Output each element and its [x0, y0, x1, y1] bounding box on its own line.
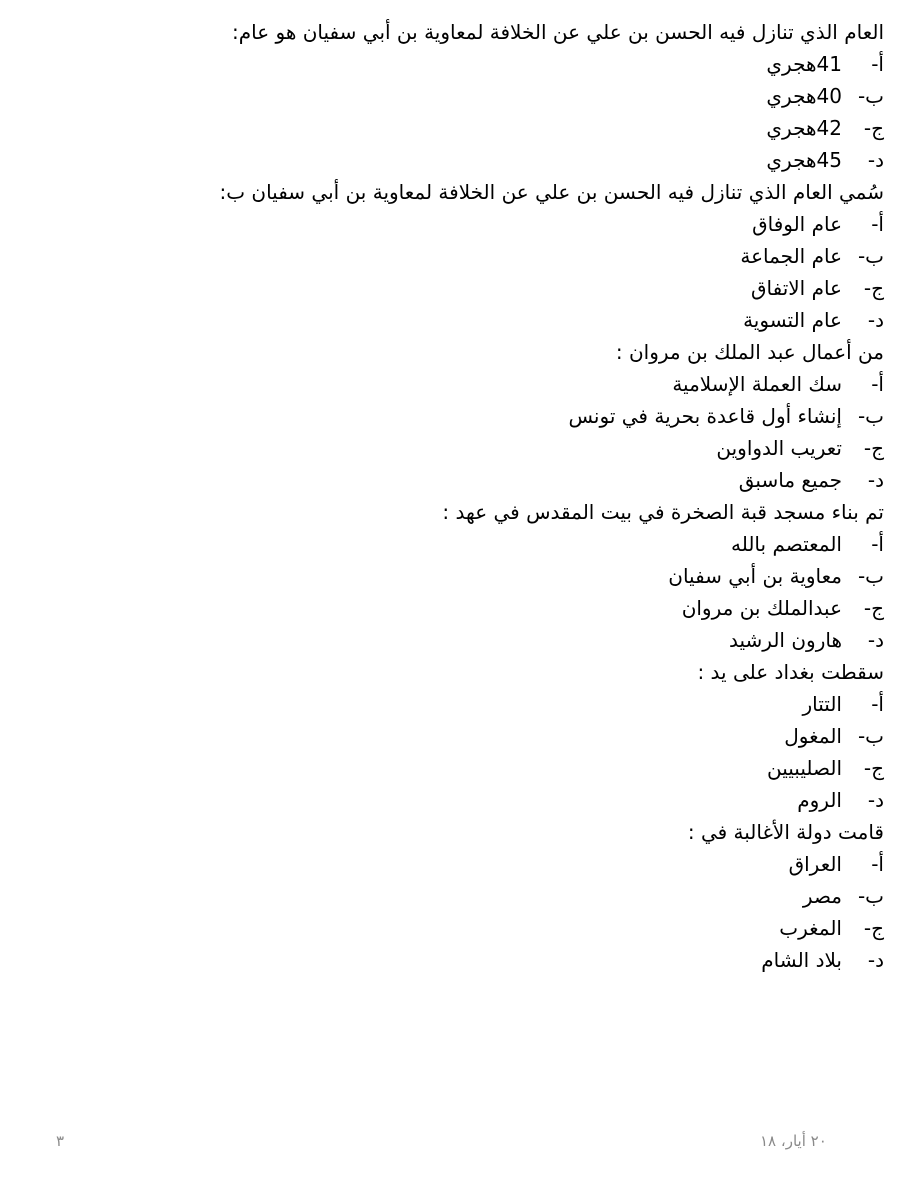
question-text: قامت دولة الأغالبة في : [687, 820, 884, 844]
option-marker: د- [867, 948, 884, 972]
option-text: سك العملة الإسلامية [672, 372, 842, 396]
answer-option [184, 240, 884, 272]
answer-option [184, 528, 884, 560]
option-marker: د- [867, 468, 884, 492]
option-text: عبدالملك بن مروان [681, 596, 842, 620]
option-text: الروم [797, 788, 842, 812]
option-text: عام الوفاق [752, 212, 842, 236]
option-text: عام الاتفاق [750, 276, 842, 300]
footer-page-number: ٣ [56, 1132, 65, 1150]
question-text: من أعمال عبد الملك بن مروان : [615, 340, 884, 364]
answer-option [184, 784, 884, 816]
option-text: إنشاء أول قاعدة بحرية في تونس [568, 404, 842, 428]
option-marker: أ- [871, 372, 884, 396]
option-text: التتار [802, 692, 842, 716]
option-text: الصليبيين [767, 756, 842, 780]
option-text: جميع ماسبق [738, 468, 842, 492]
answer-option [184, 720, 884, 752]
answer-option [184, 624, 884, 656]
answer-option [184, 912, 884, 944]
option-marker: ب- [857, 244, 884, 268]
option-text: المغرب [779, 916, 842, 940]
option-marker: أ- [871, 52, 884, 76]
question-text: تم بناء مسجد قبة الصخرة في بيت المقدس في عهد : [442, 500, 884, 524]
quiz-content [184, 16, 884, 976]
answer-option [184, 48, 884, 80]
answer-option [184, 400, 884, 432]
option-marker: د- [867, 788, 884, 812]
answer-option [184, 80, 884, 112]
answer-option [184, 944, 884, 976]
option-marker: ج- [863, 116, 884, 140]
option-marker: ج- [863, 596, 884, 620]
option-marker: ب- [857, 884, 884, 908]
option-marker: د- [867, 628, 884, 652]
question-text: العام الذي تنازل فيه الحسن بن علي عن الخلافة لمعاوية بن أبي سفيان هو عام: [231, 20, 884, 44]
answer-option [184, 688, 884, 720]
option-text: المغول [784, 724, 842, 748]
answer-option [184, 880, 884, 912]
option-marker: أ- [871, 692, 884, 716]
option-marker: أ- [871, 212, 884, 236]
answer-option [184, 432, 884, 464]
option-marker: ج- [863, 916, 884, 940]
option-text: 45هجري [766, 148, 842, 172]
option-marker: ب- [857, 724, 884, 748]
answer-option [184, 304, 884, 336]
option-text: هارون الرشيد [729, 628, 842, 652]
answer-option [184, 208, 884, 240]
option-text: العراق [788, 852, 842, 876]
answer-option [184, 848, 884, 880]
option-text: تعريب الدواوين [716, 436, 842, 460]
option-marker: أ- [871, 852, 884, 876]
option-text: المعتصم بالله [730, 532, 842, 556]
option-text: عام التسوية [743, 308, 842, 332]
question-text: سقطت بغداد على يد : [697, 660, 884, 684]
answer-option [184, 144, 884, 176]
option-text: 42هجري [766, 116, 842, 140]
option-marker: د- [867, 308, 884, 332]
option-text: 41هجري [766, 52, 842, 76]
option-marker: أ- [871, 532, 884, 556]
option-text: معاوية بن أبي سفيان [668, 564, 842, 588]
option-marker: ب- [857, 84, 884, 108]
option-marker: ب- [857, 564, 884, 588]
answer-option [184, 592, 884, 624]
answer-option [184, 464, 884, 496]
answer-option [184, 112, 884, 144]
question-text: سُمي العام الذي تنازل فيه الحسن بن علي عن الخلافة لمعاوية بن أبي سفيان ب: [219, 180, 884, 204]
option-marker: ب- [857, 404, 884, 428]
answer-option [184, 752, 884, 784]
option-marker: د- [867, 148, 884, 172]
option-marker: ج- [863, 756, 884, 780]
answer-option [184, 560, 884, 592]
footer-date: ٢٠ أيار، ١٨ [760, 1132, 827, 1150]
answer-option [184, 272, 884, 304]
option-text: مصر [802, 884, 842, 908]
option-marker: ج- [863, 276, 884, 300]
option-marker: ج- [863, 436, 884, 460]
option-text: بلاد الشام [761, 948, 842, 972]
option-text: عام الجماعة [740, 244, 842, 268]
option-text: 40هجري [766, 84, 842, 108]
answer-option [184, 368, 884, 400]
